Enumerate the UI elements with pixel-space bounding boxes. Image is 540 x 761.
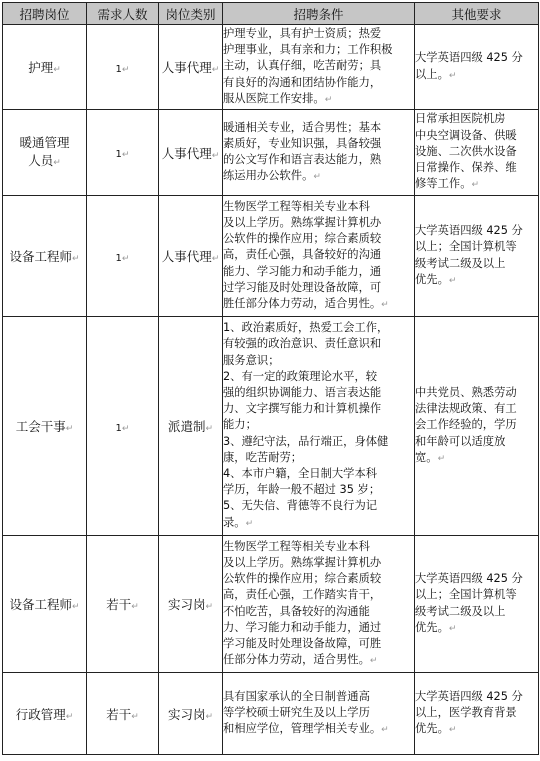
other-line: 级考试二级及以上 [415, 604, 506, 618]
count-cell [87, 25, 159, 110]
category-text: 实习岗 [167, 706, 206, 722]
table-row [3, 25, 539, 110]
position-cell [3, 673, 87, 755]
other-line: 中共党员、熟悉劳动 [415, 385, 517, 399]
paragraph-mark-icon: ↵ [205, 602, 214, 612]
table-row [3, 196, 539, 317]
category-cell [159, 196, 223, 317]
other-line: 大学英语四级 425 分 [415, 224, 523, 238]
condition-line [223, 721, 414, 738]
condition-line-text: 录。 [223, 515, 246, 529]
condition-line: 护理事业，具有亲和力；工作积极 [223, 43, 393, 57]
condition-line: 高，责任心强，工作踏实肯干， [223, 588, 382, 602]
conditions-cell [223, 317, 415, 536]
condition-line: 具有国家承认的全日制普通高 [223, 689, 370, 703]
condition-line: 有良好的沟通和团结协作能力， [223, 75, 382, 89]
paragraph-mark-icon: ↵ [381, 725, 389, 736]
paragraph-mark-icon: ↵ [437, 453, 446, 464]
category-text: 派遣制 [167, 419, 206, 434]
count-text: 1 [115, 422, 122, 434]
other-line [415, 450, 538, 467]
paragraph-mark-icon: ↵ [121, 253, 130, 264]
other-line: 大学英语四级 425 分 [415, 689, 523, 703]
paragraph-mark-icon: ↵ [448, 725, 457, 736]
other-line: 以上；全国计算机等 [415, 240, 517, 254]
other-line: 级考试二级及以上 [415, 256, 506, 270]
condition-line: 2、有一定的政策理论水平，较 [223, 369, 378, 383]
other-line: 大学英语四级 425 分 [415, 572, 523, 586]
paragraph-mark-icon: ↵ [471, 180, 480, 191]
paragraph-mark-icon: ↵ [324, 94, 333, 105]
other-line-text: 以上。 [415, 67, 449, 81]
condition-line: 生物医学工程等相关专业本科 [223, 199, 370, 213]
paragraph-mark-icon: ↵ [211, 65, 220, 75]
other-line [415, 272, 538, 289]
condition-line: 5、无失信、背德等不良行为记 [223, 499, 378, 513]
condition-line: 能力、学习能力和动手能力，通 [223, 264, 382, 278]
condition-line: 学习能及时处理设备故障，可胜 [223, 636, 382, 650]
condition-line [223, 168, 414, 185]
condition-line: 及以上学历。熟练掌握计算机办 [223, 555, 382, 569]
other-line [415, 620, 538, 637]
condition-line: 康，吃苦耐劳； [223, 450, 303, 464]
other-line-text: 优先。 [415, 620, 449, 634]
condition-line-text: 胜任部分体力劳动，适合男性。 [223, 297, 382, 310]
other-line: 日常操作、保养、维 [415, 161, 517, 175]
count-cell [87, 536, 159, 673]
position-cell [3, 110, 87, 196]
count-text: 1 [115, 252, 122, 264]
position-text: 工会干事 [15, 419, 66, 434]
paragraph-mark-icon: ↵ [131, 711, 139, 722]
condition-line: 主动，认真仔细，吃苦耐劳；具 [223, 59, 382, 73]
other-line [415, 721, 538, 738]
other-line: 以上；全国计算机等 [415, 588, 517, 602]
condition-line: 素质好，专业知识强，具备较强 [223, 136, 382, 150]
header-category: 岗位类别 [159, 3, 223, 25]
paragraph-mark-icon: ↵ [205, 424, 214, 434]
paragraph-mark-icon: ↵ [381, 300, 389, 310]
count-cell [87, 673, 159, 755]
recruitment-table [2, 2, 539, 755]
category-text: 人事代理 [161, 60, 212, 75]
paragraph-mark-icon: ↵ [369, 656, 378, 667]
condition-line: 能力； [223, 418, 257, 432]
condition-line [223, 296, 414, 313]
condition-line: 公软件的操作应用；综合素质较 [223, 572, 382, 586]
condition-line: 学历，年龄一般不超过 35 岁； [223, 483, 381, 497]
position-text: 行政管理 [15, 706, 66, 722]
count-cell [87, 110, 159, 196]
table-row [3, 536, 539, 673]
position-text: 设备工程师 [9, 249, 72, 264]
paragraph-mark-icon: ↵ [211, 254, 220, 264]
condition-line: 有较强的政治意识、责任意识和 [223, 337, 382, 351]
condition-line: 力、学习能力和动手能力，通过 [223, 620, 382, 634]
condition-line [223, 91, 414, 108]
other-line: 法律法规政策、有工 [415, 402, 517, 416]
paragraph-mark-icon: ↵ [448, 70, 457, 81]
category-text: 人事代理 [161, 249, 212, 264]
other-cell [415, 25, 539, 110]
header-other: 其他要求 [415, 3, 539, 25]
paragraph-mark-icon: ↵ [53, 157, 61, 168]
other-line: 大学英语四级 425 分 [415, 51, 523, 65]
category-cell [159, 110, 223, 196]
condition-line: 不怕吃苦，具备较好的沟通能 [223, 604, 370, 618]
other-line: 和年龄可以适度放 [415, 434, 506, 448]
paragraph-mark-icon: ↵ [313, 172, 321, 183]
table-row [3, 673, 539, 755]
table-row [3, 110, 539, 196]
position-cell [3, 25, 87, 110]
category-cell [159, 317, 223, 536]
paragraph-mark-icon: ↵ [65, 424, 74, 434]
condition-line: 暖通相关专业，适合男性；基本 [223, 120, 382, 134]
other-line: 会工作经验的，学历 [415, 418, 517, 432]
other-cell [415, 110, 539, 196]
count-cell [87, 317, 159, 536]
condition-line: 生物医学工程等相关专业本科 [223, 539, 370, 553]
paragraph-mark-icon: ↵ [245, 518, 254, 529]
count-cell [87, 196, 159, 317]
header-row [3, 3, 539, 25]
other-line: 中央空调设备、供暖 [415, 128, 517, 142]
conditions-cell [223, 196, 415, 317]
condition-line: 公软件的操作应用；综合素质较 [223, 232, 382, 246]
other-line-text: 优先。 [415, 272, 449, 286]
header-position: 招聘岗位 [3, 3, 87, 25]
category-cell [159, 25, 223, 110]
paragraph-mark-icon: ↵ [53, 65, 61, 75]
position-text: 设备工程师 [9, 597, 72, 612]
condition-line: 4、本市户籍，全日制大学本科 [223, 467, 378, 480]
other-cell [415, 196, 539, 317]
paragraph-mark-icon: ↵ [448, 623, 457, 634]
paragraph-mark-icon: ↵ [131, 602, 139, 612]
other-line: 日常承担医院机房 [415, 112, 506, 126]
condition-line-text: 任部分体力劳动，适合男性。 [223, 653, 370, 667]
position-cell [3, 317, 87, 536]
paragraph-mark-icon: ↵ [205, 711, 214, 722]
condition-line: 服务意识； [223, 353, 280, 367]
header-count: 需求人数 [87, 3, 159, 25]
paragraph-mark-icon: ↵ [121, 64, 130, 75]
count-text: 若干 [106, 597, 132, 612]
category-cell [159, 536, 223, 673]
category-cell [159, 673, 223, 755]
position-cell [3, 536, 87, 673]
paragraph-mark-icon: ↵ [448, 275, 457, 286]
condition-line-text: 练运用办公软件。 [223, 169, 314, 183]
other-line-text: 修等工作。 [415, 177, 472, 191]
condition-line-text: 服从医院工作安排。 [223, 91, 325, 105]
condition-line: 1、政治素质好，热爱工会工作， [223, 321, 389, 335]
paragraph-mark-icon: ↵ [121, 150, 130, 160]
condition-line: 过学习能及时处理设备故障，可 [223, 280, 382, 294]
other-line: 设施、二次供水设备 [415, 144, 517, 158]
condition-line [223, 515, 414, 532]
paragraph-mark-icon: ↵ [121, 423, 130, 434]
other-cell [415, 536, 539, 673]
other-cell [415, 673, 539, 755]
condition-line: 高，责任心强，具备较好的沟通 [223, 248, 382, 262]
condition-line [223, 652, 414, 669]
conditions-cell [223, 110, 415, 196]
other-line [415, 176, 538, 193]
condition-line: 3、遵纪守法，品行端正，身体健 [223, 434, 389, 448]
conditions-cell [223, 673, 415, 755]
other-line-text: 宽。 [415, 450, 438, 464]
condition-line: 及以上学历。熟练掌握计算机办 [223, 215, 382, 229]
condition-line: 力、文字撰写能力和计算机操作 [223, 402, 382, 416]
other-line [415, 67, 538, 84]
condition-line: 护理专业，具有护士资质；热爱 [223, 26, 382, 40]
count-text: 1 [115, 149, 122, 160]
paragraph-mark-icon: ↵ [65, 711, 74, 722]
other-line-text: 优先。 [415, 722, 449, 736]
other-line: 以上，医学教育背景 [415, 705, 517, 719]
condition-line-text: 和相应学位，管理学相关专业。 [223, 722, 382, 736]
position-cell [3, 196, 87, 317]
condition-line: 的公文写作和语言表达能力，熟 [223, 153, 382, 166]
category-text: 人事代理 [161, 145, 212, 161]
category-text: 实习岗 [167, 597, 206, 612]
other-cell [415, 317, 539, 536]
count-text: 若干 [106, 706, 132, 722]
header-conditions: 招聘条件 [223, 3, 415, 25]
conditions-cell [223, 25, 415, 110]
table-row [3, 317, 539, 536]
paragraph-mark-icon: ↵ [71, 602, 80, 612]
paragraph-mark-icon: ↵ [71, 254, 80, 264]
position-text: 护理 [28, 60, 54, 75]
count-text: 1 [115, 63, 122, 75]
position-text: 暖通管理人员 [19, 134, 70, 168]
paragraph-mark-icon: ↵ [211, 150, 220, 161]
conditions-cell [223, 536, 415, 673]
condition-line: 强的组织协调能力、语言表达能 [223, 385, 382, 399]
condition-line: 等学校硕士研究生及以上学历 [223, 705, 370, 719]
